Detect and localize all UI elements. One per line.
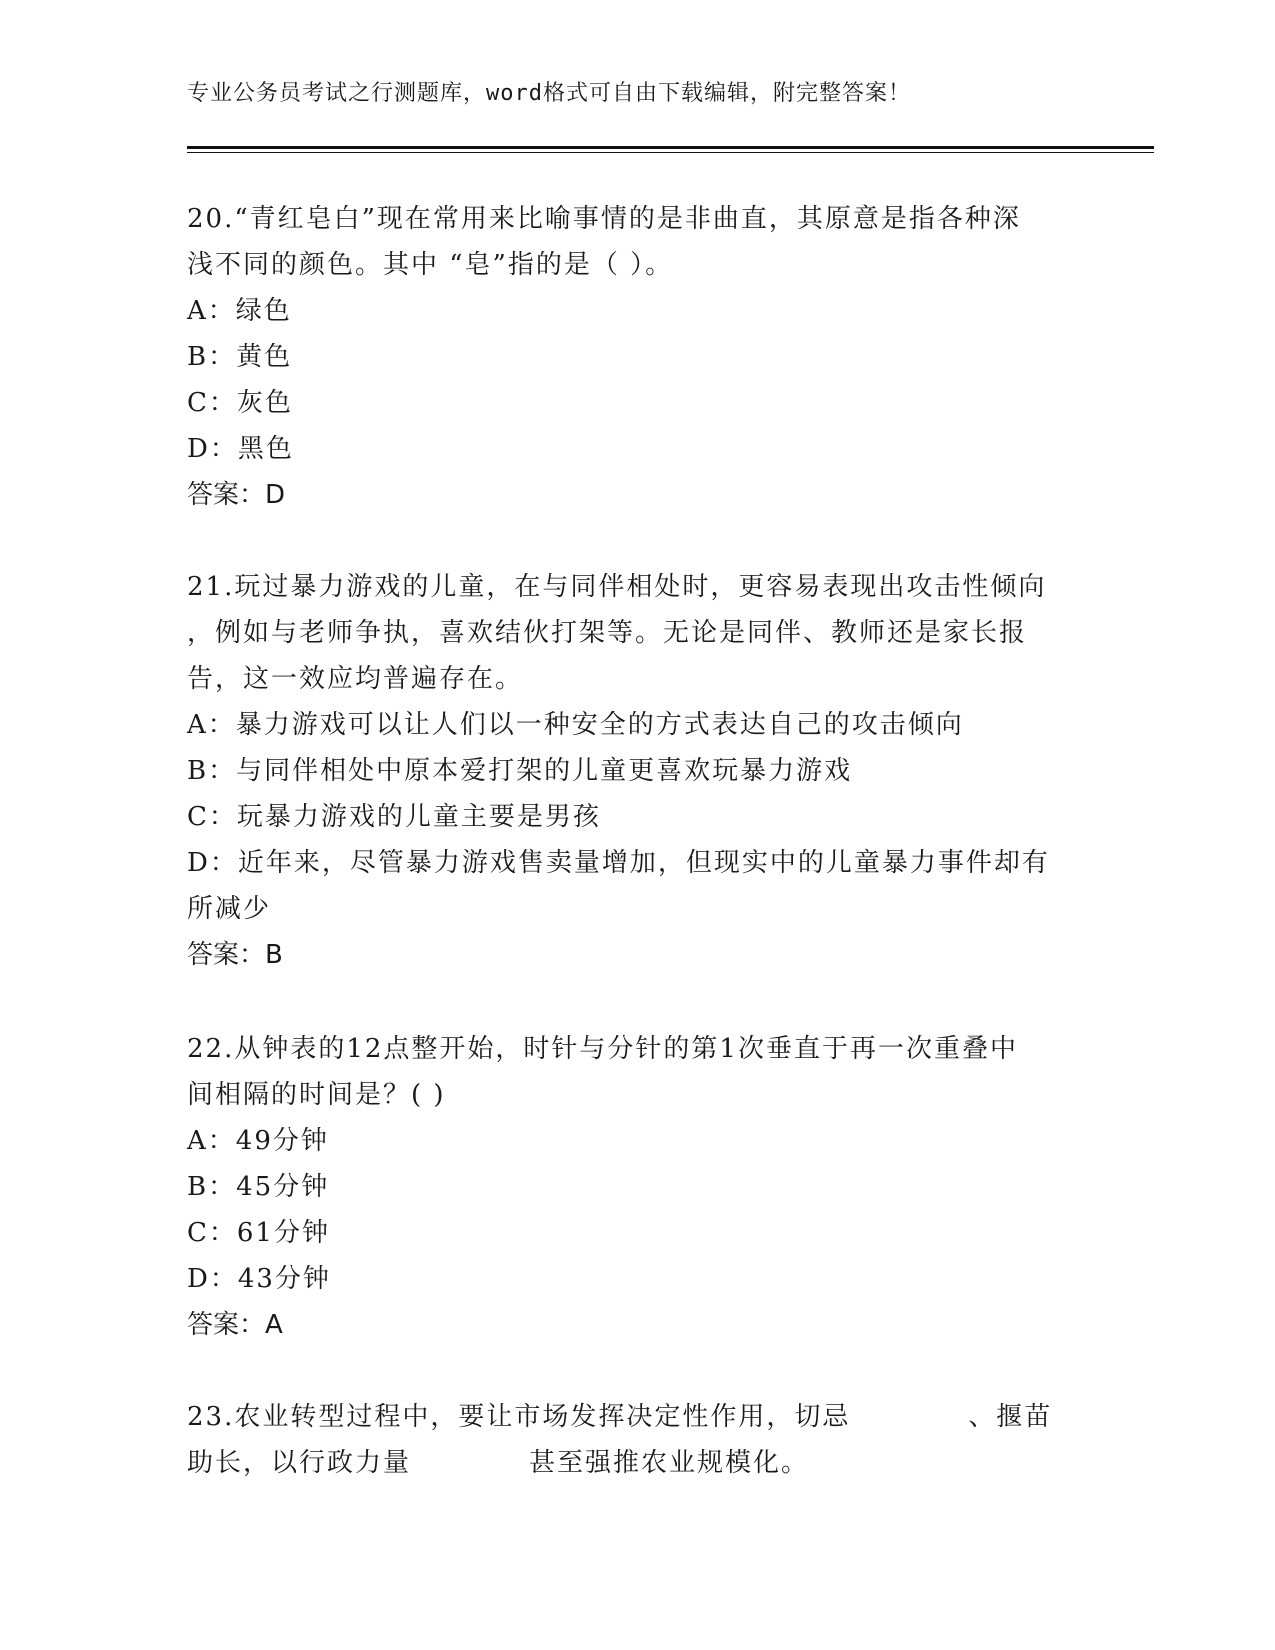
question-stem-line: 告，这一效应均普遍存在。 (187, 664, 524, 694)
option-d: D：43分钟 (187, 1264, 331, 1294)
option-b: B：黄色 (187, 342, 293, 372)
question-stem-line: 间相隔的时间是？( ) (187, 1080, 446, 1110)
question-stem-line: 浅不同的颜色。其中 “皂”指的是（ ）。 (187, 250, 674, 280)
stem-text: 助长，以行政力量 (187, 1448, 412, 1478)
stem-text: 、揠苗 (968, 1402, 1053, 1432)
question-stem-line: ，例如与老师争执，喜欢结伙打架等。无论是同伴、教师还是家长报 (187, 618, 1028, 648)
header-rule-thin (187, 152, 1154, 153)
header-rule-thick (187, 146, 1154, 149)
option-c: C：灰色 (187, 388, 293, 418)
option-d-continued: 所减少 (187, 894, 272, 924)
question-22 (187, 1026, 1087, 1348)
option-a: A：暴力游戏可以让人们以一种安全的方式表达自己的攻击倾向 (187, 710, 964, 740)
stem-text: 23.农业转型过程中，要让市场发挥决定性作用，切忌 (187, 1402, 851, 1432)
answer-label: 答案：D (187, 480, 286, 510)
option-d: D：近年来，尽管暴力游戏售卖量增加，但现实中的儿童暴力事件却有 (187, 848, 1050, 878)
question-stem-line: 21.玩过暴力游戏的儿童，在与同伴相处时，更容易表现出攻击性倾向 (187, 572, 1047, 602)
page-header: 专业公务员考试之行测题库，word格式可自由下载编辑，附完整答案！ (187, 81, 911, 106)
question-stem-line (187, 1440, 1087, 1486)
option-b: B：与同伴相处中原本爱打架的儿童更喜欢玩暴力游戏 (187, 756, 853, 786)
option-a: A：绿色 (187, 296, 292, 326)
question-stem-line: 22.从钟表的12点整开始，时针与分针的第1次垂直于再一次重叠中 (187, 1034, 1018, 1064)
answer-label: 答案：A (187, 1310, 283, 1340)
answer-label: 答案：B (187, 940, 283, 970)
option-b: B：45分钟 (187, 1172, 330, 1202)
option-c: C：61分钟 (187, 1218, 330, 1248)
option-c: C：玩暴力游戏的儿童主要是男孩 (187, 802, 601, 832)
question-stem-line: 20.“青红皂白”现在常用来比喻事情的是非曲直，其原意是指各种深 (187, 204, 1021, 234)
option-a: A：49分钟 (187, 1126, 329, 1156)
question-23 (187, 1394, 1087, 1486)
stem-text: 甚至强推农业规模化。 (529, 1448, 810, 1478)
question-stem-line (187, 1394, 1087, 1440)
option-d: D：黑色 (187, 434, 294, 464)
question-20 (187, 196, 1087, 518)
question-21 (187, 564, 1087, 978)
